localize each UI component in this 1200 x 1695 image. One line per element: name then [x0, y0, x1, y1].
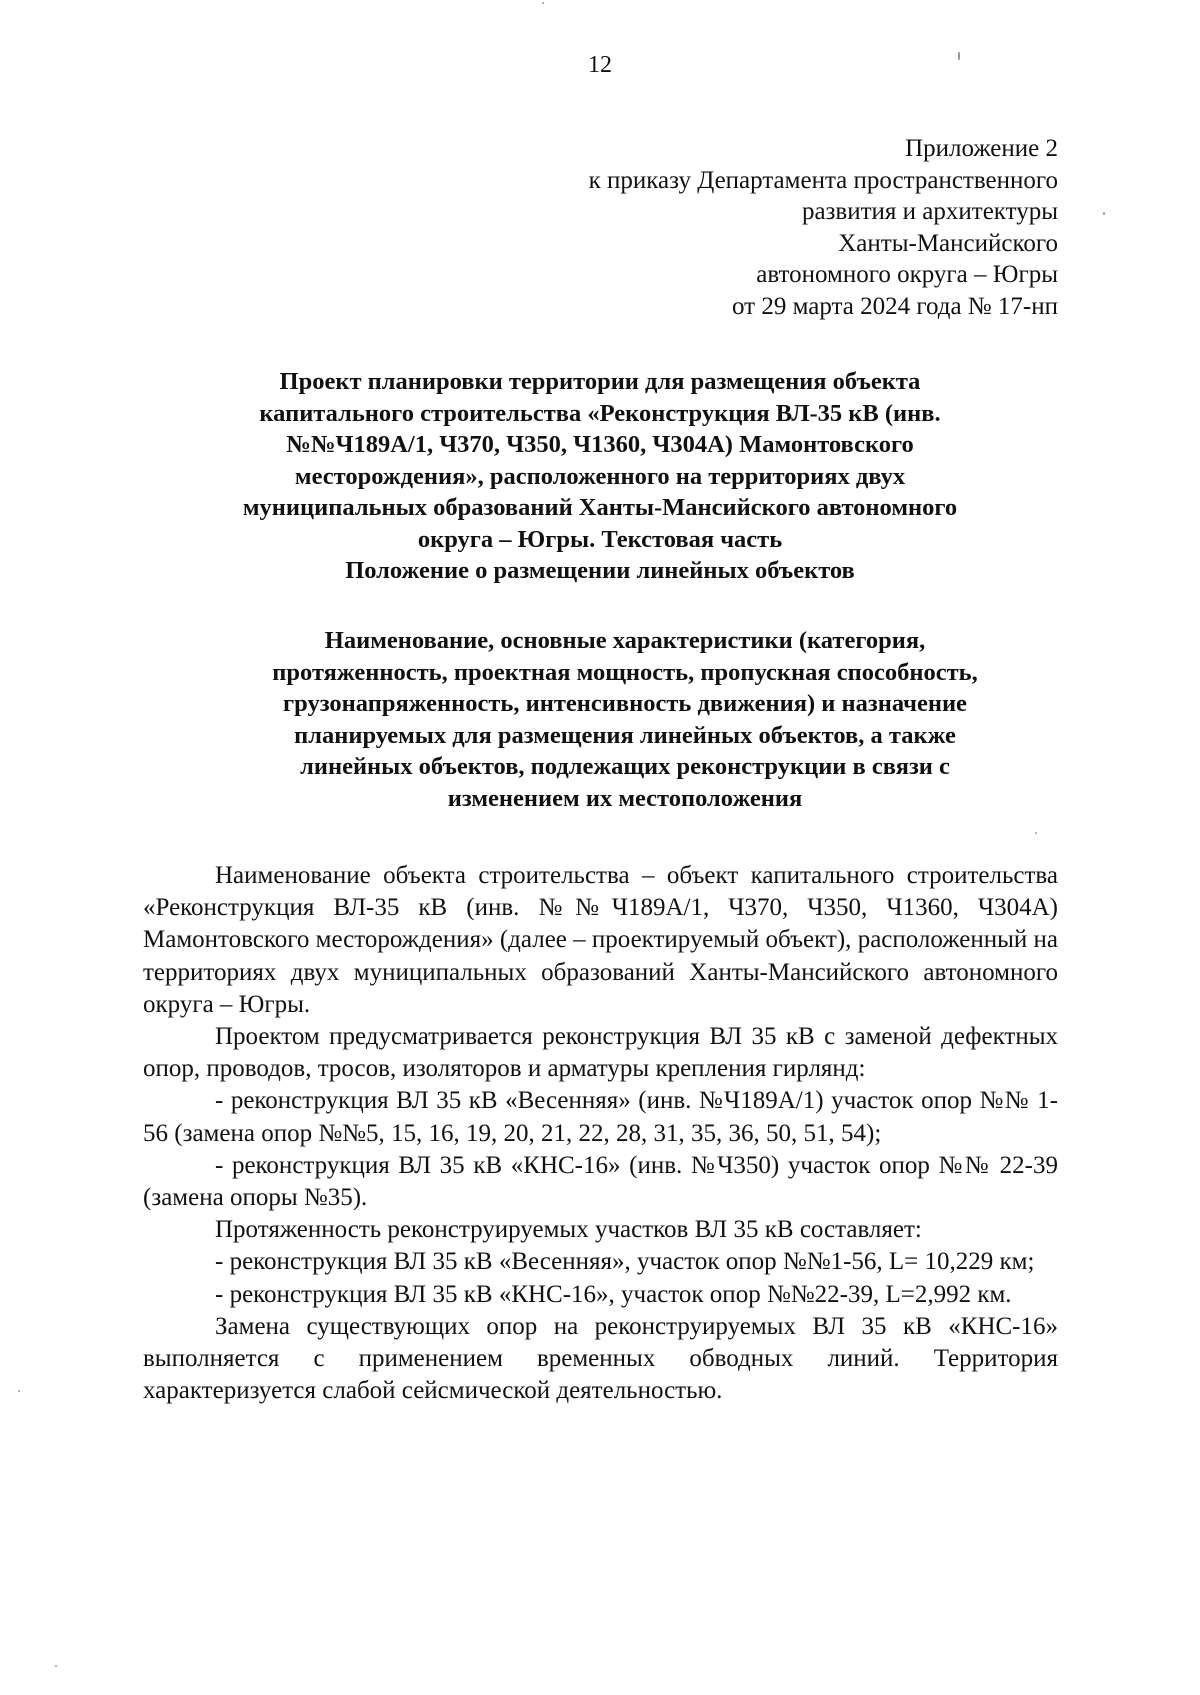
section-title	[200, 625, 1050, 814]
scan-speck	[958, 52, 960, 60]
appendix-line: развития и архитектуры	[801, 198, 1058, 225]
paragraph: Проектом предусматривается реконструкция ВЛ 35 кВ с заменой дефектных опор, проводов, тросов, изоляторов и арматуры крепления гирлянд:	[143, 1023, 1058, 1083]
section-title-line: протяженность, проектная мощность, пропускная способность,	[272, 658, 978, 686]
appendix-line: к приказу Департамента пространственного	[588, 166, 1058, 194]
paragraph: Протяженность реконструируемых участков ВЛ 35 кВ составляет:	[215, 1216, 922, 1244]
title-line: месторождения», расположенного на территориях двух	[294, 462, 906, 490]
scan-speck	[542, 2, 544, 4]
list-item: - реконструкция ВЛ 35 кВ «КНС-16», участок опор №№22-39, L=2,992 км.	[215, 1280, 1012, 1308]
section-title-line: изменением их местоположения	[447, 784, 803, 812]
section-title-line: планируемых для размещения линейных объектов, а также	[294, 721, 956, 749]
list-item: - реконструкция ВЛ 35 кВ «Весенняя», участок опор №№1-56, L= 10,229 км;	[215, 1248, 1035, 1276]
scan-speck	[18, 1390, 20, 1392]
appendix-line: от 29 марта 2024 года № 17-нп	[731, 292, 1058, 320]
appendix-line: Ханты-Мансийского	[838, 229, 1058, 257]
title-line: капитального строительства «Реконструкция ВЛ-35 кВ (инв.	[259, 399, 941, 427]
scan-speck	[1035, 832, 1037, 834]
title-line: Положение о размещении линейных объектов	[345, 557, 855, 584]
section-title-line: Наименование, основные характеристики (категория,	[324, 627, 926, 654]
paragraph: Наименование объекта строительства – объект капитального строительства «Реконструкция ВЛ-35 кВ (инв. №№Ч189А/1, Ч370, Ч350, Ч1360, Ч304А) Мамонтовского месторождения» (далее – проектируемый объект), расположенный на территориях двух муниципальных образований Ханты-Мансийского автономного округа – Югры.	[143, 862, 1058, 1018]
scan-speck	[1103, 212, 1105, 215]
body-text	[143, 860, 1058, 1407]
appendix-block	[438, 133, 1058, 322]
page-number: 12	[588, 52, 612, 78]
paragraph: Замена существующих опор на реконструируемых ВЛ 35 кВ «КНС-16» выполняется с применением временных обводных линий. Территория характеризуется слабой сейсмической деятельностью.	[143, 1312, 1058, 1405]
title-line: округа – Югры. Текстовая часть	[417, 525, 783, 553]
scan-speck	[55, 1665, 57, 1667]
document-title	[150, 366, 1050, 587]
section-title-line: грузонапряженность, интенсивность движения) и назначение	[283, 690, 967, 717]
appendix-line: Приложение 2	[905, 135, 1058, 162]
title-line: муниципальных образований Ханты-Мансийского автономного	[242, 494, 958, 521]
list-item: - реконструкция ВЛ 35 кВ «Весенняя» (инв. №Ч189А/1) участок опор №№ 1-56 (замена опор №№5, 15, 16, 19, 20, 21, 22, 28, 31, 35, 36, 50, 51, 54);	[143, 1087, 1058, 1147]
title-line: №№Ч189А/1, Ч370, Ч350, Ч1360, Ч304А) Мамонтовского	[286, 431, 914, 458]
title-line: Проект планировки территории для размещения объекта	[279, 368, 921, 395]
appendix-line: автономного округа – Югры	[756, 261, 1058, 288]
list-item: - реконструкция ВЛ 35 кВ «КНС-16» (инв. №Ч350) участок опор №№ 22-39 (замена опоры №35).	[143, 1151, 1058, 1212]
section-title-line: линейных объектов, подлежащих реконструкции в связи с	[300, 753, 950, 780]
